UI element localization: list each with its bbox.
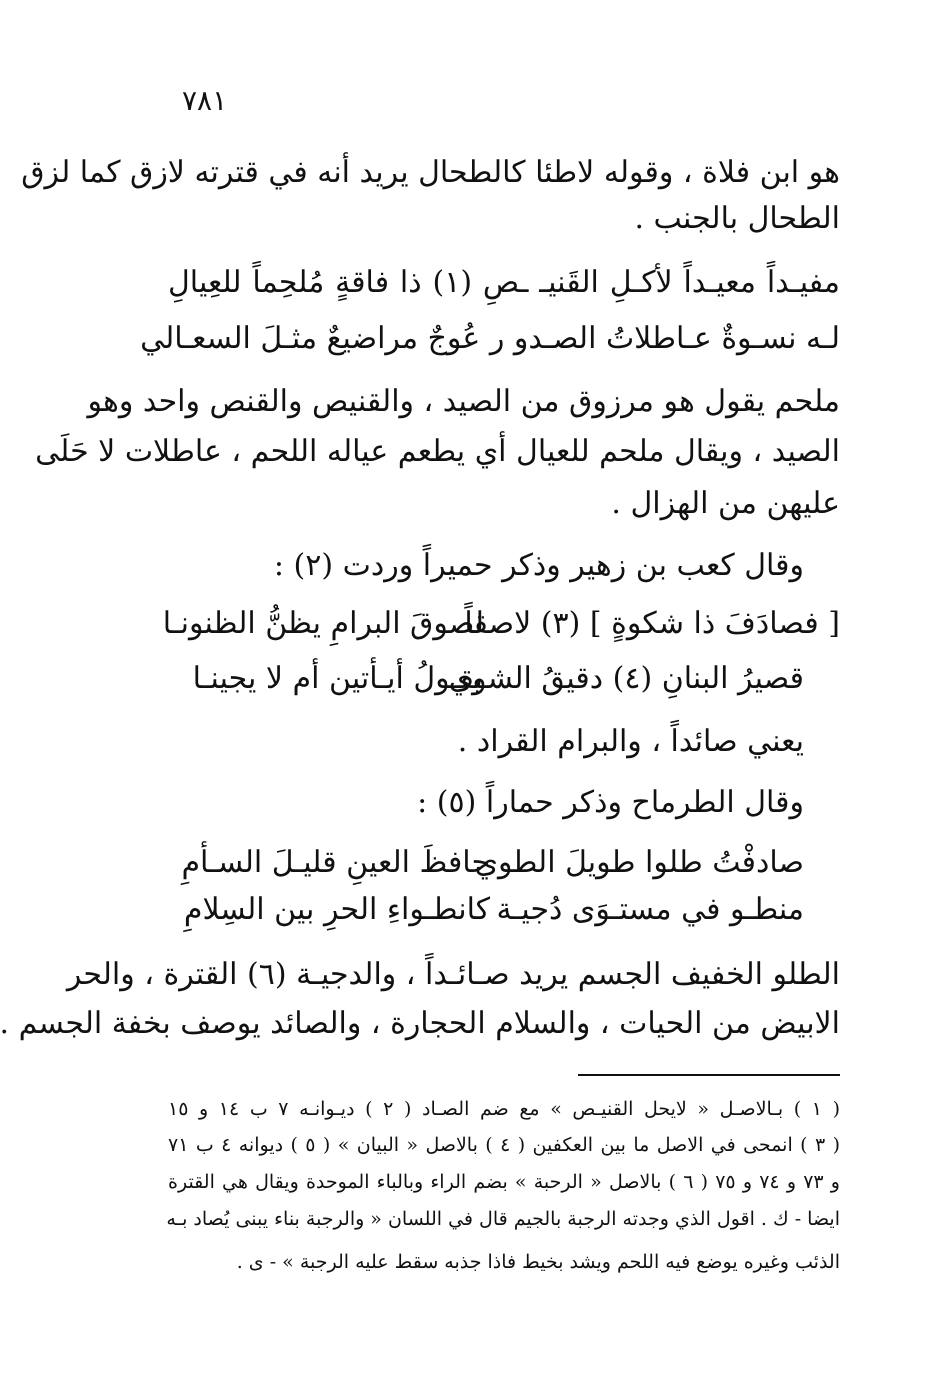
hemistich-second: يقـولُ أيـأتين أم لا يجينـا [192, 661, 483, 696]
hemistich-first: قصيرُ البنانِ (٤) دقيقُ الشوي [448, 661, 804, 696]
footnote-line: ايضا - ك . اقول الذي وجدته الرجبة بالجيم قال في اللسان « والرجبة بناء يبنى يُصاد بـه [166, 1208, 840, 1230]
footnote-line: ( ٣ ) انمحى في الاصل ما بين العكفين ( ٤ ) بالاصل « البيان » ( ٥ ) ديوانه ٤ ب ٧١ [168, 1134, 841, 1156]
verse [162, 604, 840, 644]
hemistich-first: صادفْتُ طلوا طويلَ الطوي [474, 845, 804, 880]
verse [192, 659, 804, 699]
footnote-line: و ٧٣ و ٧٤ و ٧٥ ( ٦ ) بالاصل « الرحبة » بضم الراء وبالباء الموحدة ويقال هي القترة [168, 1171, 840, 1193]
footnote-line: ( ١ ) بـالاصـل « لايحل القنيـص » مع ضم الصـاد ( ٢ ) ديـوانـه ٧ ب ١٤ و ١٥ [168, 1098, 841, 1120]
gloss-line: يعني صائداً ، والبرام القراد . [457, 724, 804, 759]
hemistich-first: منطـو في مستـوَى دُجيـة [496, 892, 804, 927]
footnote-divider [578, 1074, 840, 1076]
paragraph-line: الابيض من الحيات ، والسلام الحجارة ، والصائد يوصف بخفة الجسم . [0, 1006, 840, 1041]
verse [183, 890, 804, 930]
paragraph-line: الصيد ، ويقال ملحم للعيال أي يطعم عياله اللحم ، عاطلات لا حَلَى [35, 434, 840, 469]
page-number: ٧٨١ [182, 84, 228, 117]
verse-intro: وقال كعب بن زهير وذكر حميراً وردت (٢) : [273, 548, 804, 583]
verse-line: لـه نسـوةٌ عـاطلاتُ الصـدو ر عُوجٌ مراضيعٌ مثـلَ السعـالي [140, 321, 840, 356]
paragraph-line: عليهن من الهزال . [611, 486, 840, 521]
verse [181, 843, 804, 883]
hemistich-second: كانطـواءِ الحرِ بين السِلامِ [183, 892, 490, 927]
hemistich-second: حافظَ العينِ قليـلَ السـأمِ [181, 845, 490, 880]
hemistich-second: لصوقَ البرامِ يظنُّ الظنونـا [162, 606, 484, 641]
paragraph-line: الطحال بالجنب . [634, 201, 840, 236]
verse-intro: وقال الطرماح وذكر حماراً (٥) : [417, 785, 804, 820]
paragraph-line: الطلو الخفيف الجسم يريد صـائـداً ، والدجيـة (٦) القترة ، والحر [66, 957, 840, 992]
verse-line: مفيـداً معيـداً لأكـلِ القَنيـ ـصِ (١) ذا فاقةٍ مُلحِماً للعِيالِ [168, 265, 840, 300]
paragraph-line: هو ابن فلاة ، وقوله لاطئا كالطحال يريد أنه في قترته لازق كما لزق [21, 155, 840, 190]
hemistich-first: [ فصادَفَ ذا شكوةٍ ] (٣) لاصقاً [464, 606, 840, 641]
paragraph-line: ملحم يقول هو مرزوق من الصيد ، والقنيص والقنص واحد وهو [87, 384, 840, 419]
footnote-line: الذئب وغيره يوضع فيه اللحم ويشد بخيط فاذا جذبه سقط عليه الرجبة » - ى . [236, 1251, 840, 1273]
